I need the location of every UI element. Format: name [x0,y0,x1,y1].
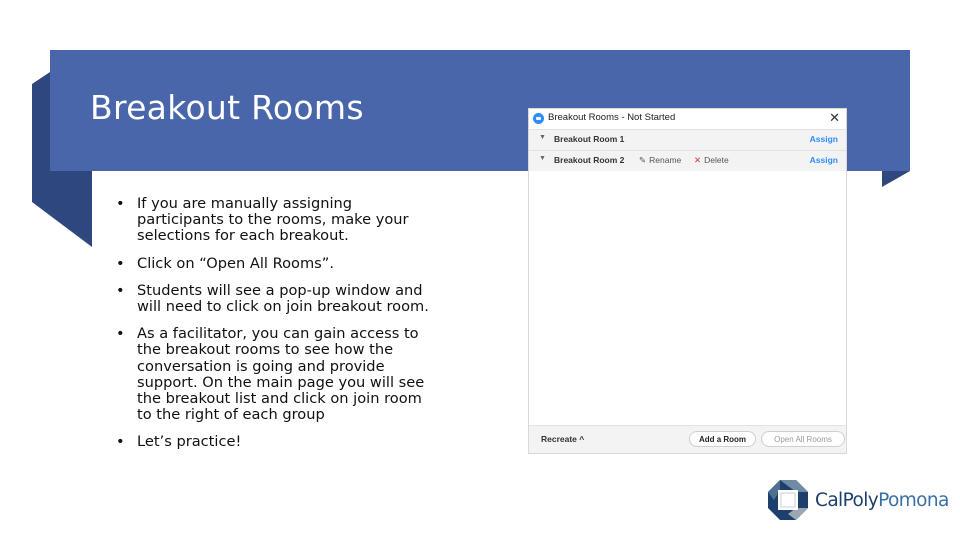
assign-button[interactable]: Assign [809,155,838,165]
open-all-rooms-button[interactable]: Open All Rooms [761,431,845,447]
recreate-button[interactable]: Recreate ^ [541,434,585,444]
window-titlebar [529,109,846,129]
delete-label: Delete [704,155,729,165]
bullet-list [116,196,436,462]
add-room-button[interactable]: Add a Room [689,431,756,447]
pencil-icon: ✎ [639,155,647,165]
delete-icon: ✕ [694,155,702,165]
bullet-item: • Click on “Open All Rooms”. [116,256,436,272]
room-row[interactable] [529,150,846,171]
rename-button[interactable] [639,155,681,166]
chevron-down-icon[interactable]: ▼ [539,155,546,162]
bullet-item: • Students will see a pop-up window and will need to click on join breakout room. [116,283,436,315]
bullet-item: • Let’s practice! [116,434,436,450]
breakout-rooms-window [528,108,847,454]
room-row[interactable] [529,129,846,150]
delete-button[interactable] [694,155,729,166]
assign-button[interactable]: Assign [809,134,838,144]
calpolypomona-logo [766,478,949,524]
window-footer [529,425,846,453]
close-icon[interactable]: ✕ [829,110,840,125]
zoom-logo-icon [533,113,544,124]
bullet-item: • As a facilitator, you can gain access to the breakout rooms to see how the conversation is going and provide support. On the main page you will see the breakout list and click on join room to the right of each group [116,326,436,423]
room-name: Breakout Room 1 [554,134,625,144]
room-name: Breakout Room 2 [554,155,625,165]
window-title: Breakout Rooms - Not Started [548,112,676,123]
rename-label: Rename [649,155,682,165]
banner-fold-right [882,171,912,187]
logo-text: CalPolyPomona [815,490,949,511]
chevron-down-icon[interactable]: ▼ [539,134,546,141]
octagon-logo-icon [766,478,810,522]
slide-title: Breakout Rooms [90,88,364,127]
bullet-item: • If you are manually assigning participants to the rooms, make your selections for each breakout. [116,196,436,245]
